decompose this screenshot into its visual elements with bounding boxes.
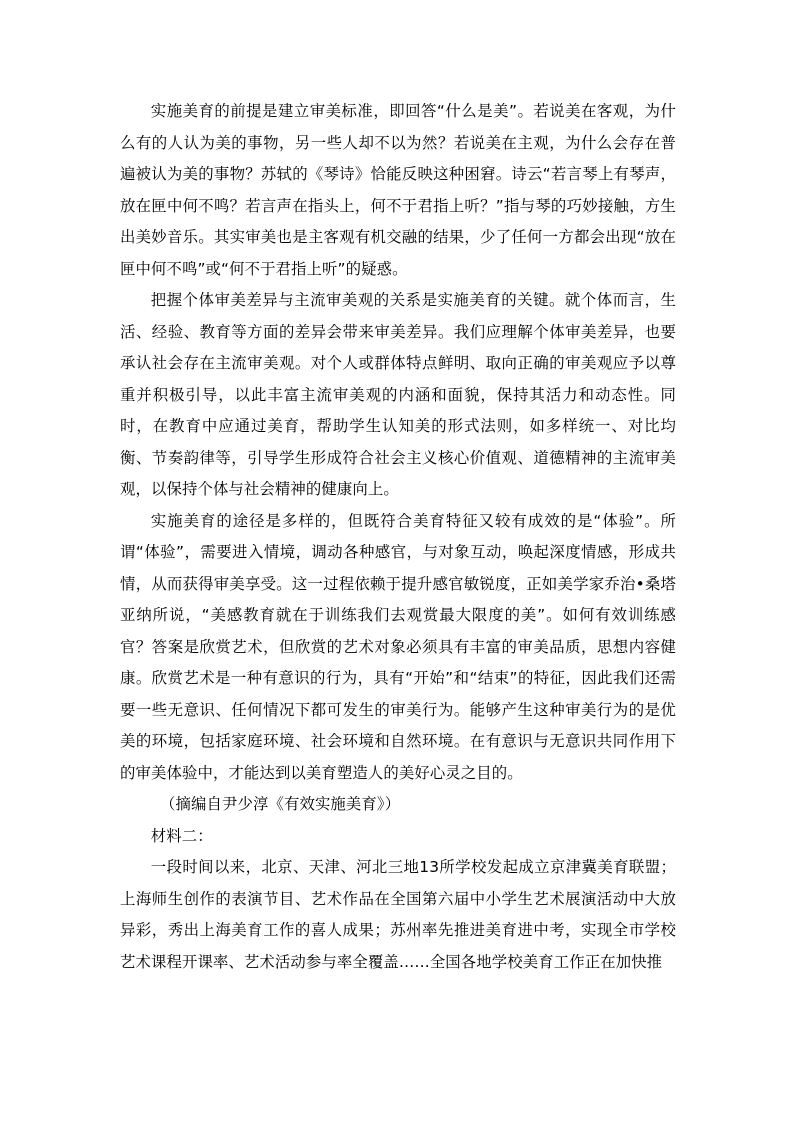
material-label: 材料二： (150, 826, 213, 845)
paragraph-3: 实施美育的途径是多样的，但既符合美育特征又较有成效的是“体验”。所谓“体验”，需要进入情境，调动各种感官，与对象互动，唤起深度情感，形成共情，从而获得审美享受。这一过程依赖于提升感官敏锐度，正如美学家乔治•桑塔亚纳所说，“美感教育就在于训练我们去观赏最大限度的美”。如何有效训练感官？答案是欣赏艺术，但欣赏的艺术对象必须具有丰富的审美品质，思想内容健康。欣赏艺术是一种有意识的行为，具有“开始”和“结束”的特征，因此我们还需要一些无意识、任何情况下都可发生的审美行为。能够产生这种审美行为的是优美的环境，包括家庭环境、社会环境和自然环境。在有意识与无意识共同作用下的审美体验中，才能达到以美育塑造人的美好心灵之目的。 (120, 511, 676, 782)
material-paragraph: 一段时间以来，北京、天津、河北三地13所学校发起成立京津冀美育联盟；上海师生创作的表演节目、艺术作品在全国第六届中小学生艺术展演活动中大放异彩，秀出上海美育工作的喜人成果；苏州率先推进美育进中考，实现全市学校艺术课程开课率、艺术活动参与率全覆盖……全国各地学校美育工作正在加快推 (120, 858, 676, 971)
paragraph-1: 实施美育的前提是建立审美标准，即回答“什么是美”。若说美在客观，为什么有的人认为美的事物，另一些人却不以为然？若说美在主观，为什么会存在普遍被认为美的事物？苏轼的《琴诗》恰能反映这种困窘。诗云“若言琴上有琴声，放在匣中何不鸣？若言声在指头上，何不于君指上听？”指与琴的巧妙接触，方生出美妙音乐。其实审美也是主客观有机交融的结果，少了任何一方都会出现“放在匣中何不鸣”或“何不于君指上听”的疑惑。 (120, 102, 676, 278)
source-note: （摘编自尹少淳《有效实施美育》） (160, 795, 401, 813)
paragraph-2: 把握个体审美差异与主流审美观的关系是实施美育的关键。就个体而言，生活、经验、教育等方面的差异会带来审美差异。我们应理解个体审美差异，也要承认社会存在主流审美观。对个人或群体特点鲜明、取向正确的审美观应予以尊重并积极引导，以此丰富主流审美观的内涵和面貌，保持其活力和动态性。同时，在教育中应通过美育，帮助学生认知美的形式法则，如多样统一、对比均衡、节奏韵律等，引导学生形成符合社会主义核心价值观、道德精神的主流审美观，以保持个体与社会精神的健康向上。 (120, 291, 676, 498)
